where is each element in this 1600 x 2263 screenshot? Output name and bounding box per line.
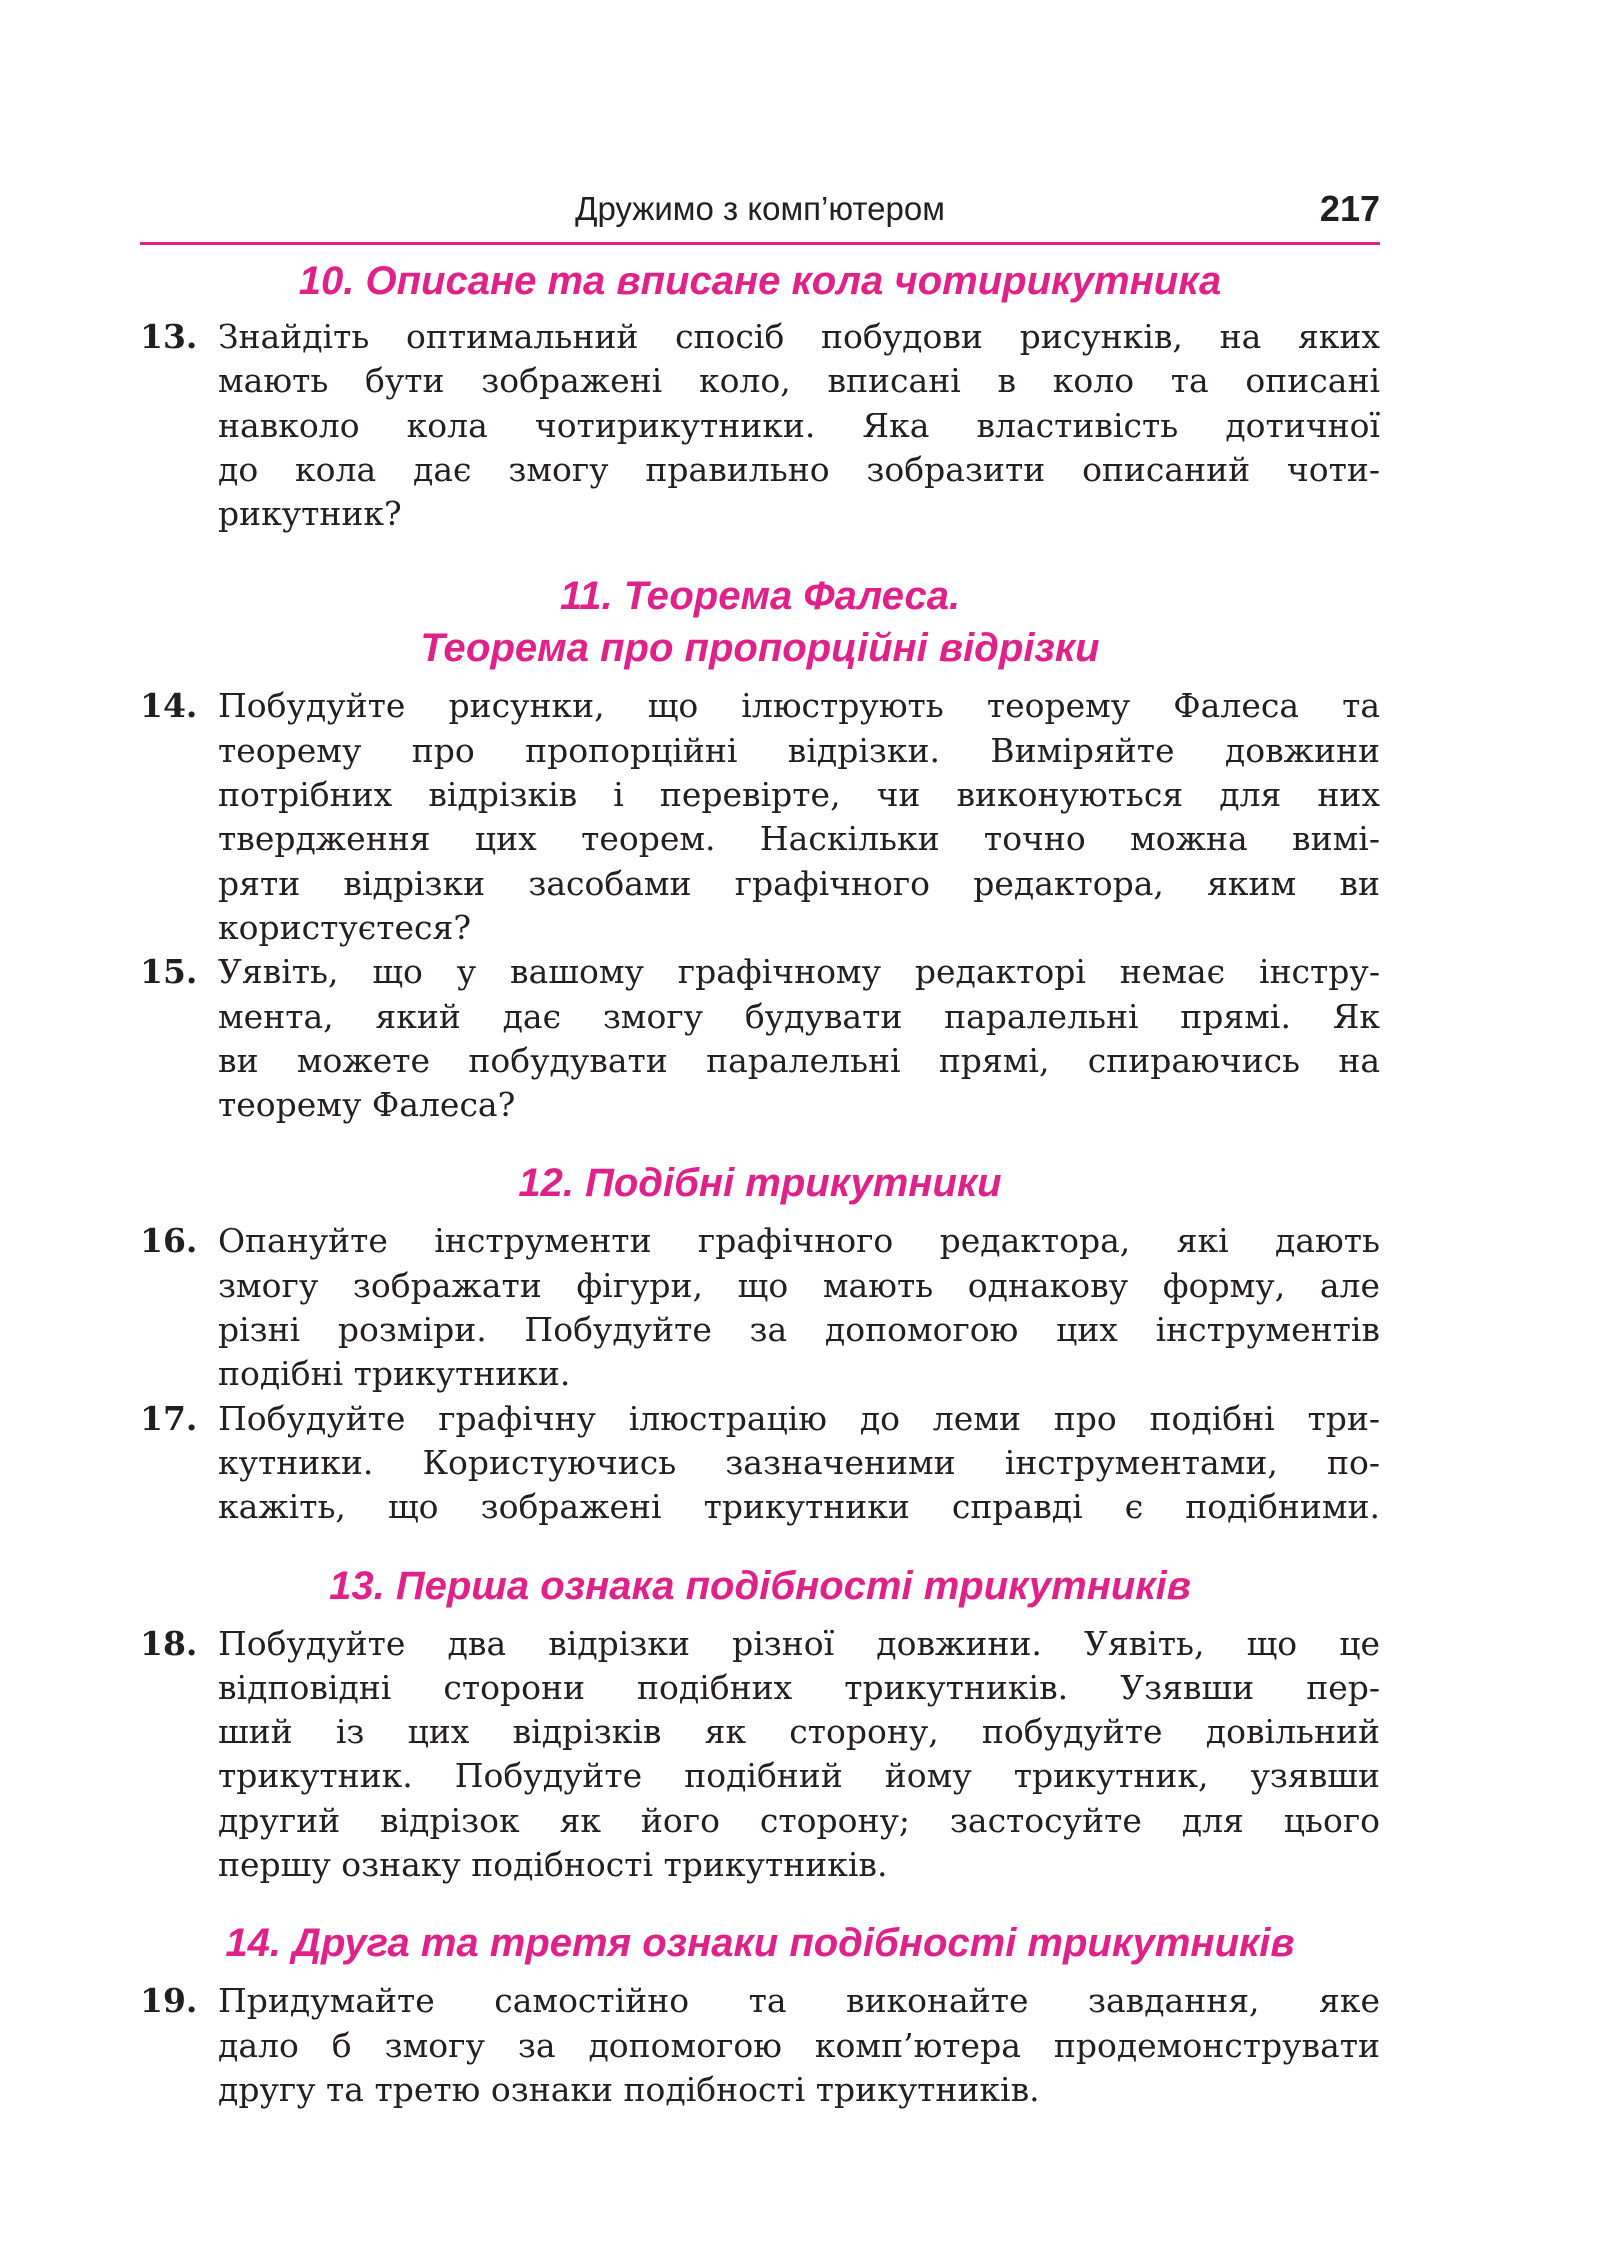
task-16: [140, 1219, 1380, 1396]
task-14: [140, 684, 1380, 950]
task-line: ви можете побудувати паралельні прямі, спираючись на: [218, 1040, 1380, 1080]
running-header: [140, 180, 1380, 245]
section-heading-line: 10. Описане та вписане кола чотирикутника: [298, 259, 1222, 303]
task-line: потрібних відрізків і перевірте, чи виконуються для них: [218, 775, 1380, 815]
task-line: навколо кола чотирикутники. Яка властивість дотичної: [218, 405, 1380, 445]
task-18: [140, 1622, 1380, 1888]
section-heading-14: [140, 1917, 1380, 1969]
task-19: [140, 1979, 1380, 2112]
task-line: мають бути зображені коло, вписані в коло та описані: [218, 361, 1380, 401]
task-17: [140, 1397, 1380, 1530]
section-heading-11: [140, 570, 1380, 674]
task-line: Побудуйте два відрізки різної довжини. Уявіть, що це: [218, 1623, 1380, 1663]
task-line: трикутник. Побудуйте подібний йому трикутник, узявши: [218, 1756, 1380, 1796]
section-heading-line: 11. Теорема Фалеса.: [559, 574, 961, 619]
task-number: 14.: [140, 686, 198, 726]
task-text: [218, 684, 1380, 950]
task-text: [218, 1979, 1380, 2112]
running-title: Дружимо з комп’ютером: [575, 190, 945, 227]
task-number: 13.: [140, 317, 198, 356]
task-line: дало б змогу за допомогою комп’ютера продемонструвати: [218, 2025, 1380, 2065]
task-15: [140, 950, 1380, 1127]
task-line: відповідні сторони подібних трикутників. Узявши пер-: [218, 1667, 1380, 1707]
task-line: до кола дає змогу правильно зобразити описаний чоти-: [218, 449, 1380, 489]
task-line: змогу зображати фігури, що мають однакову форму, але: [218, 1265, 1380, 1305]
section-heading-12: [140, 1157, 1380, 1209]
task-text: [218, 950, 1380, 1127]
task-13: [140, 315, 1380, 536]
task-line: кутники. Користуючись зазначеними інструментами, по-: [218, 1442, 1380, 1482]
task-line: першу ознаку подібності трикутників.: [218, 1845, 888, 1885]
task-line: мента, який дає змогу будувати паралельні прямі. Як: [218, 996, 1380, 1036]
task-number: 17.: [140, 1398, 198, 1438]
task-line: теорему про пропорційні відрізки. Виміряйте довжини: [218, 730, 1380, 770]
section-heading-10: [140, 255, 1380, 307]
page-number: 217: [1319, 188, 1380, 229]
task-text: [218, 1219, 1380, 1396]
task-line: другу та третю ознаки подібності трикутників.: [218, 2069, 1040, 2109]
task-line: Уявіть, що у вашому графічному редакторі немає інстру-: [218, 952, 1380, 992]
task-number: 19.: [140, 1981, 198, 2021]
section-heading-line: 12. Подібні трикутники: [518, 1161, 1002, 1206]
task-text: [218, 1622, 1380, 1888]
task-line: Придумайте самостійно та виконайте завдання, яке: [218, 1981, 1380, 2021]
task-line: ший із цих відрізків як сторону, побудуйте довільний: [218, 1712, 1380, 1752]
task-line: Побудуйте рисунки, що ілюструють теорему Фалеса та: [218, 686, 1380, 726]
task-number: 18.: [140, 1623, 198, 1663]
task-line: кажіть, що зображені трикутники справді є подібними.: [218, 1487, 1380, 1527]
task-line: Опануйте інструменти графічного редактора, які дають: [218, 1221, 1380, 1261]
task-line: твердження цих теорем. Наскільки точно можна вимі-: [218, 819, 1380, 859]
textbook-page: [140, 180, 1380, 2112]
section-heading-13: [140, 1560, 1380, 1612]
task-text: [218, 315, 1380, 536]
task-line: різні розміри. Побудуйте за допомогою цих інструментів: [218, 1310, 1380, 1350]
task-line: користуєтеся?: [218, 907, 472, 947]
task-number: 15.: [140, 952, 198, 992]
section-heading-line: 14. Друга та третя ознаки подібності трикутників: [225, 1921, 1295, 1966]
task-text: [218, 1397, 1380, 1530]
task-line: подібні трикутники.: [218, 1354, 571, 1394]
task-line: ряти відрізки засобами графічного редактора, яким ви: [218, 863, 1380, 903]
task-line: Побудуйте графічну ілюстрацію до леми про подібні три-: [218, 1398, 1380, 1438]
section-heading-line: Теорема про пропорційні відрізки: [420, 626, 1100, 671]
task-line: рикутник?: [218, 494, 402, 534]
task-number: 16.: [140, 1221, 198, 1261]
task-line: теорему Фалеса?: [218, 1085, 516, 1125]
section-heading-line: 13. Перша ознака подібності трикутників: [329, 1563, 1191, 1608]
task-line: Знайдіть оптимальний спосіб побудови рисунків, на яких: [218, 317, 1380, 356]
task-line: другий відрізок як його сторону; застосуйте для цього: [218, 1800, 1380, 1840]
